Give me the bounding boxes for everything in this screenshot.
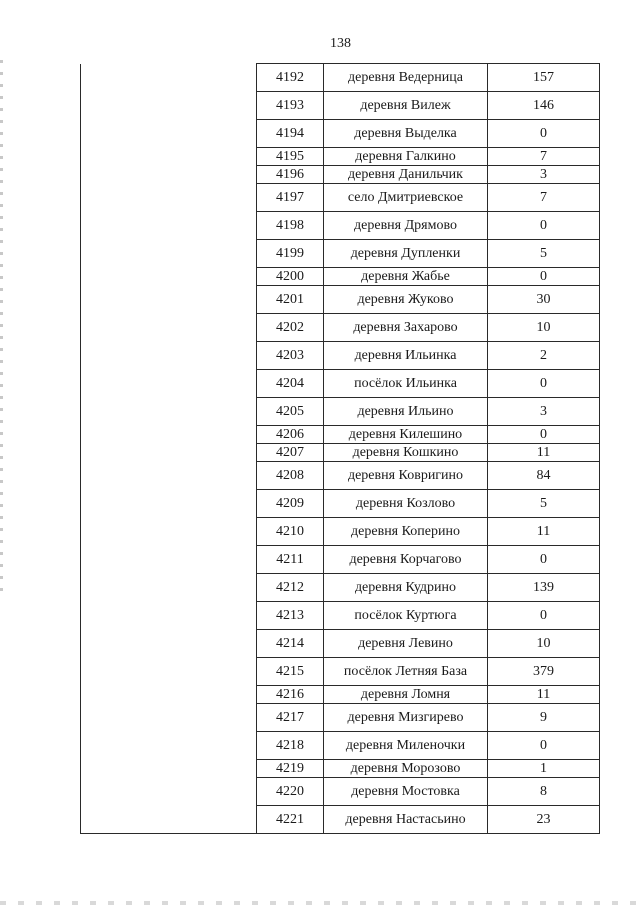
row-number-cell: 4220 xyxy=(257,778,324,806)
settlement-name-cell: деревня Коперино xyxy=(324,518,488,546)
settlement-name-cell: посёлок Куртюга xyxy=(324,602,488,630)
scan-edge-marks xyxy=(0,60,3,600)
page-number: 138 xyxy=(330,36,351,51)
scan-footer-marks xyxy=(0,901,640,905)
settlement-name-cell: деревня Козлово xyxy=(324,490,488,518)
settlement-name-cell: деревня Дупленки xyxy=(324,240,488,268)
population-cell: 0 xyxy=(488,212,600,240)
settlement-name-cell: деревня Выделка xyxy=(324,120,488,148)
settlement-name-cell: село Дмитриевское xyxy=(324,184,488,212)
row-number-cell: 4205 xyxy=(257,398,324,426)
population-cell: 84 xyxy=(488,462,600,490)
row-number-cell: 4203 xyxy=(257,342,324,370)
settlement-name-cell: деревня Жабье xyxy=(324,268,488,286)
settlement-name-cell: деревня Кошкино xyxy=(324,444,488,462)
row-number-cell: 4218 xyxy=(257,732,324,760)
settlement-name-cell: деревня Дрямово xyxy=(324,212,488,240)
row-number-cell: 4217 xyxy=(257,704,324,732)
settlement-name-cell: посёлок Ильинка xyxy=(324,370,488,398)
population-cell: 0 xyxy=(488,732,600,760)
settlement-name-cell: деревня Захарово xyxy=(324,314,488,342)
row-number-cell: 4210 xyxy=(257,518,324,546)
row-number-cell: 4196 xyxy=(257,166,324,184)
population-cell: 11 xyxy=(488,444,600,462)
settlement-name-cell: деревня Ломня xyxy=(324,686,488,704)
settlement-name-cell: деревня Галкино xyxy=(324,148,488,166)
population-cell: 2 xyxy=(488,342,600,370)
population-cell: 0 xyxy=(488,546,600,574)
row-number-cell: 4213 xyxy=(257,602,324,630)
row-number-cell: 4212 xyxy=(257,574,324,602)
row-number-cell: 4193 xyxy=(257,92,324,120)
row-number-cell: 4206 xyxy=(257,426,324,444)
population-cell: 11 xyxy=(488,686,600,704)
row-number-cell: 4204 xyxy=(257,370,324,398)
settlement-name-cell: деревня Вилеж xyxy=(324,92,488,120)
row-number-cell: 4207 xyxy=(257,444,324,462)
row-number-cell: 4221 xyxy=(257,806,324,834)
population-cell: 0 xyxy=(488,120,600,148)
population-cell: 3 xyxy=(488,166,600,184)
settlement-name-cell: деревня Левино xyxy=(324,630,488,658)
row-number-cell: 4208 xyxy=(257,462,324,490)
row-number-cell: 4216 xyxy=(257,686,324,704)
population-cell: 23 xyxy=(488,806,600,834)
settlement-name-cell: деревня Данильчик xyxy=(324,166,488,184)
population-cell: 30 xyxy=(488,286,600,314)
population-cell: 10 xyxy=(488,630,600,658)
population-cell: 3 xyxy=(488,398,600,426)
row-number-cell: 4211 xyxy=(257,546,324,574)
settlement-name-cell: деревня Килешино xyxy=(324,426,488,444)
settlement-name-cell: деревня Корчагово xyxy=(324,546,488,574)
settlement-name-cell: деревня Ковригино xyxy=(324,462,488,490)
row-number-cell: 4209 xyxy=(257,490,324,518)
row-number-cell: 4197 xyxy=(257,184,324,212)
settlement-name-cell: деревня Ведерница xyxy=(324,64,488,92)
population-cell: 139 xyxy=(488,574,600,602)
settlement-name-cell: деревня Настасьино xyxy=(324,806,488,834)
row-number-cell: 4200 xyxy=(257,268,324,286)
row-number-cell: 4198 xyxy=(257,212,324,240)
population-cell: 10 xyxy=(488,314,600,342)
row-number-cell: 4199 xyxy=(257,240,324,268)
population-cell: 1 xyxy=(488,760,600,778)
row-number-cell: 4215 xyxy=(257,658,324,686)
population-cell: 0 xyxy=(488,602,600,630)
population-cell: 9 xyxy=(488,704,600,732)
settlement-name-cell: деревня Ильино xyxy=(324,398,488,426)
row-number-cell: 4195 xyxy=(257,148,324,166)
population-cell: 5 xyxy=(488,490,600,518)
population-cell: 0 xyxy=(488,426,600,444)
population-cell: 8 xyxy=(488,778,600,806)
table-body xyxy=(81,64,600,834)
population-cell: 0 xyxy=(488,268,600,286)
settlement-name-cell: деревня Кудрино xyxy=(324,574,488,602)
settlement-name-cell: деревня Мизгирево xyxy=(324,704,488,732)
settlements-table xyxy=(80,63,600,834)
table-row xyxy=(81,64,600,92)
row-number-cell: 4192 xyxy=(257,64,324,92)
settlement-name-cell: деревня Мостовка xyxy=(324,778,488,806)
population-cell: 7 xyxy=(488,148,600,166)
settlement-name-cell: деревня Миленочки xyxy=(324,732,488,760)
district-cell xyxy=(81,64,257,834)
row-number-cell: 4214 xyxy=(257,630,324,658)
population-cell: 146 xyxy=(488,92,600,120)
population-cell: 157 xyxy=(488,64,600,92)
settlement-name-cell: деревня Жуково xyxy=(324,286,488,314)
population-cell: 379 xyxy=(488,658,600,686)
population-cell: 7 xyxy=(488,184,600,212)
population-cell: 11 xyxy=(488,518,600,546)
settlement-name-cell: деревня Морозово xyxy=(324,760,488,778)
row-number-cell: 4219 xyxy=(257,760,324,778)
row-number-cell: 4194 xyxy=(257,120,324,148)
settlement-name-cell: деревня Ильинка xyxy=(324,342,488,370)
row-number-cell: 4201 xyxy=(257,286,324,314)
settlement-name-cell: посёлок Летняя База xyxy=(324,658,488,686)
row-number-cell: 4202 xyxy=(257,314,324,342)
population-cell: 0 xyxy=(488,370,600,398)
population-cell: 5 xyxy=(488,240,600,268)
